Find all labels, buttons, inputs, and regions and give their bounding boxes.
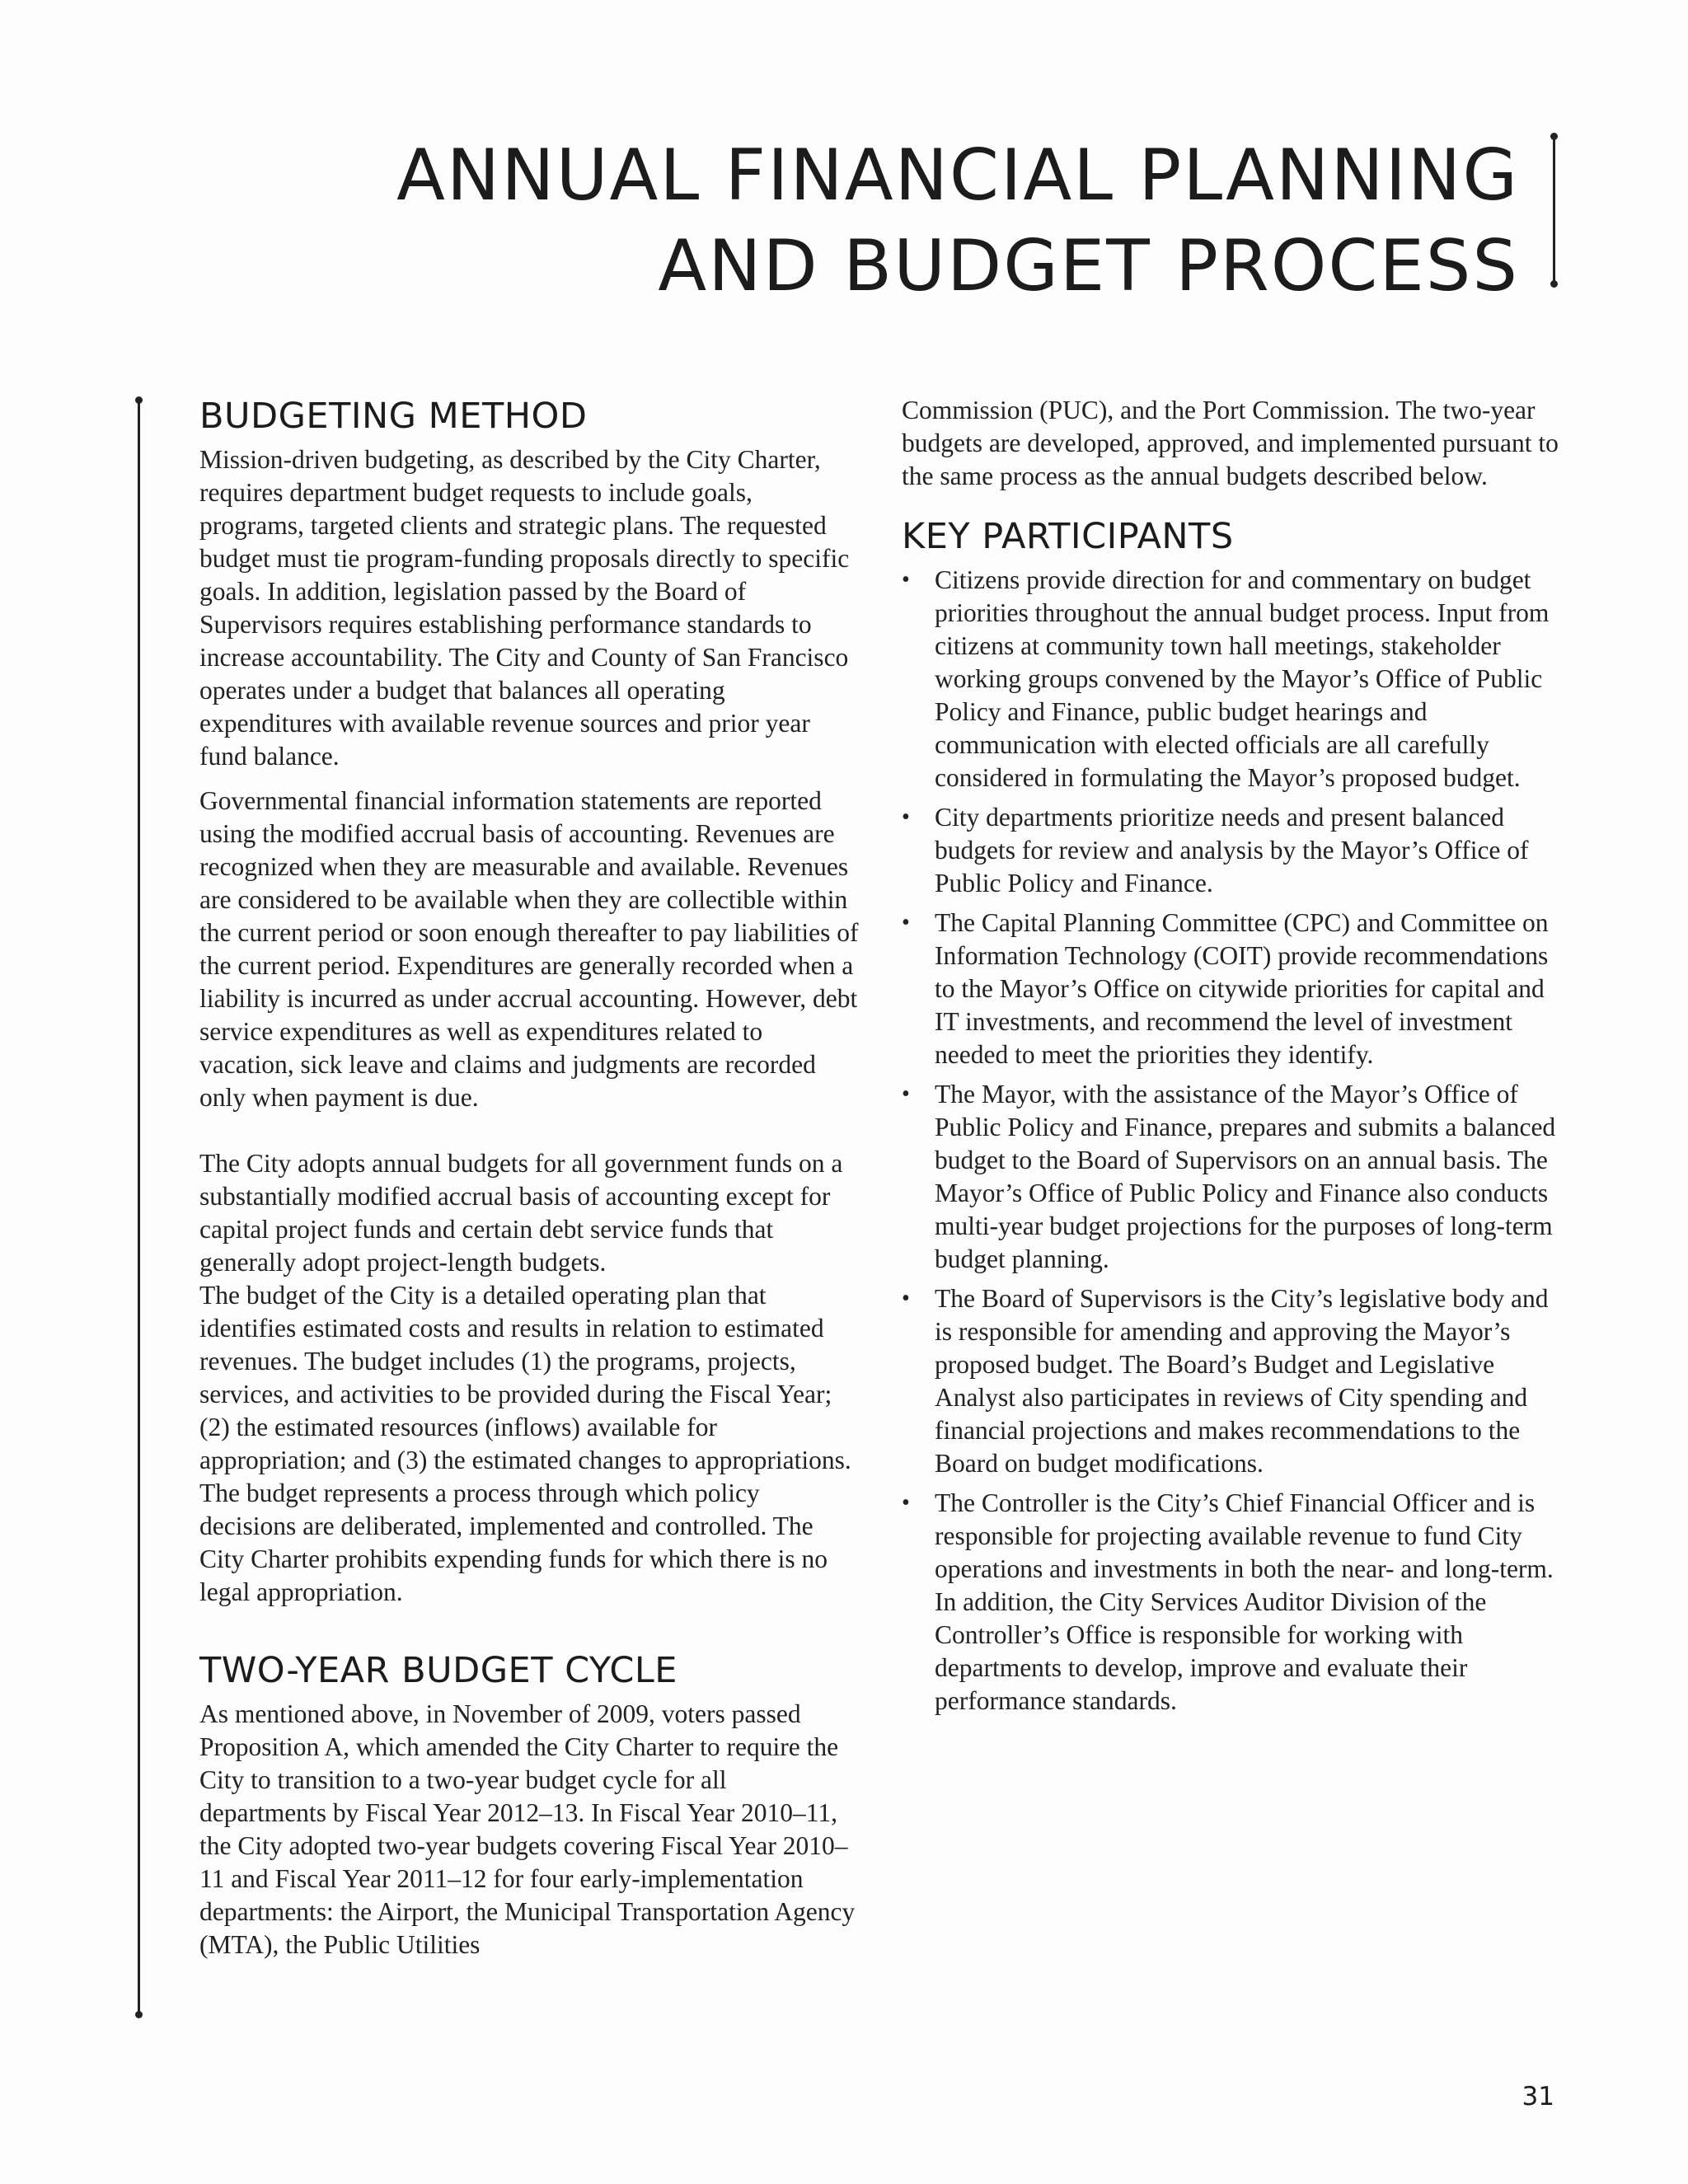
- list-item: • The Board of Supervisors is the City’s legislative body and is responsible for amending and approving the Mayor’s proposed budget. The Board’s Budget and Legislative Analyst also participates in reviews of City spending and financial projections and makes recommendations to the Board on budget modifications.: [902, 1282, 1561, 1480]
- budgeting-paragraph-2: Governmental financial information statements are reported using the modified accrual basis of accounting. Revenues are recognized when they are measurable and available. Revenues are considered to be available when they are collectible within the current period or soon enough thereafter to pay liabilities of the current period. Expenditures are generally recorded when a liability is incurred as under accrual accounting. However, debt service expenditures as well as expenditures related to vacation, sick leave and claims and judgments are recorded only when payment is due.: [199, 786, 859, 1112]
- key-participants-list: [902, 564, 1561, 1718]
- page-title-line-1: ANNUAL FINANCIAL PLANNING: [396, 134, 1519, 217]
- key-participants-heading: KEY PARTICIPANTS: [902, 516, 1234, 557]
- list-item: • The Mayor, with the assistance of the Mayor’s Office of Public Policy and Finance, prepares and submits a balanced budget to the Board of Supervisors on an annual basis. The Mayor’s Office of Public Policy and Finance also conducts multi-year budget projections for the purposes of long-term budget planning.: [902, 1078, 1561, 1276]
- left-column-vertical-rule: [138, 400, 140, 2015]
- left-column: [199, 394, 859, 1973]
- budgeting-paragraph-1: Mission-driven budgeting, as described by the City Charter, requires department budget requests to include goals, programs, targeted clients and strategic plans. The requested budget must tie program-funding proposals directly to specific goals. In addition, legislation passed by the Board of Supervisors requires establishing performance standards to increase accountability. The City and County of San Francisco operates under a budget that balances all operating expenditures with available revenue sources and prior year fund balance.: [199, 445, 850, 771]
- right-column: [902, 394, 1561, 1724]
- budgeting-method-heading: BUDGETING METHOD: [199, 396, 588, 437]
- list-item: • City departments prioritize needs and present balanced budgets for review and analysis by the Mayor’s Office of Public Policy and Finance.: [902, 801, 1561, 900]
- list-item: • The Controller is the City’s Chief Financial Officer and is responsible for projecting available revenue to fund City operations and investments in both the near- and long-term. In addition, the City Services Auditor Division of the Controller’s Office is responsible for working with departments to develop, improve and evaluate their performance standards.: [902, 1487, 1561, 1718]
- list-item: • Citizens provide direction for and commentary on budget priorities throughout the annual budget process. Input from citizens at community town hall meetings, stakeholder working groups convened by the Mayor’s Office of Public Policy and Finance, public budget hearings and communication with elected officials are all carefully considered in formulating the Mayor’s proposed budget.: [902, 564, 1561, 794]
- budgeting-paragraph-3: The City adopts annual budgets for all government funds on a substantially modified accrual basis of accounting except for capital project funds and certain debt service funds that generally adopt project-length budgets.: [199, 1149, 843, 1277]
- title-vertical-rule: [1553, 136, 1555, 284]
- page-title-line-2: AND BUDGET PROCESS: [658, 225, 1519, 307]
- two-year-budget-cycle-heading: TWO-YEAR BUDGET CYCLE: [199, 1650, 678, 1691]
- page-title: [396, 130, 1519, 312]
- budget-cycle-paragraph: As mentioned above, in November of 2009, voters passed Proposition A, which amended the City Charter to require the City to transition to a two-year budget cycle for all departments by Fiscal Year 2012–13. In Fiscal Year 2010–11, the City adopted two-year budgets covering Fiscal Year 2010–11 and Fiscal Year 2011–12 for four early-implementation departments: the Airport, the Municipal Transportation Agency (MTA), the Public Utilities: [199, 1699, 856, 1959]
- budgeting-paragraph-4: The budget of the City is a detailed operating plan that identifies estimated costs and results in relation to estimated revenues. The budget includes (1) the programs, projects, services, and activities to be provided during the Fiscal Year; (2) the estimated resources (inflows) available for appropriation; and (3) the estimated changes to appropriations. The budget represents a process through which policy decisions are deliberated, implemented and controlled. The City Charter prohibits expending funds for which there is no legal appropriation.: [199, 1281, 851, 1606]
- budget-cycle-continued-paragraph: Commission (PUC), and the Port Commission. The two-year budgets are developed, approved, and implemented pursuant to the same process as the annual budgets described below.: [902, 396, 1559, 490]
- page-number: 31: [1522, 2082, 1554, 2111]
- list-item: • The Capital Planning Committee (CPC) and Committee on Information Technology (COIT) provide recommendations to the Mayor’s Office on citywide priorities for capital and IT investments, and recommend the level of investment needed to meet the priorities they identify.: [902, 907, 1561, 1071]
